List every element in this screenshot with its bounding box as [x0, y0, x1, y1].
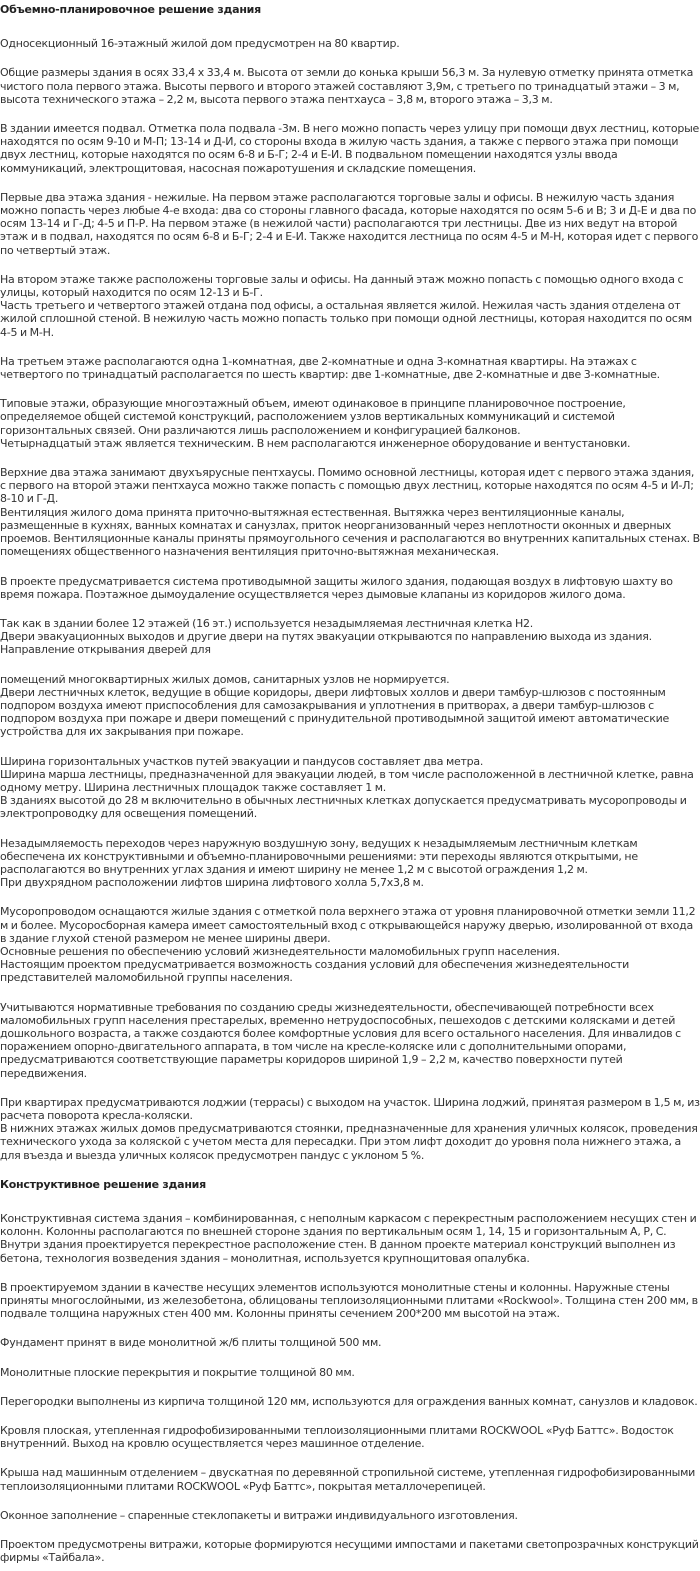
paragraph: На втором этаже также расположены торговые залы и офисы. На данный этаж можно попасть с помощью одного входа с улицы, который находится по осям 12-13 и Б-Г. Часть третьего и четвертого этажей отдана под офисы, а остальная является жилой. Нежилая часть здания отделена от жилой сплошной стеной. В нежилую часть можно попасть только при помощи одной лестницы, которая находится по осям 4-5 и М-Н. — [0, 272, 692, 339]
paragraph: Незадымляемость переходов через наружную воздушную зону, ведущих к незадымляемым лестничным клеткам обеспечена их конструктивными и объемно-планировочными решениями: эти переходы являются открытыми, не располагаются во внутренних углах здания и имеют ширину не менее 1,2 м с высотой ограждения 1,2 м. При двухрядном расположении лифтов ширина лифтового холла 5,7х3,8 м. — [0, 836, 638, 890]
paragraph: Фундамент принят в виде монолитной ж/б плиты толщиной 500 мм. — [0, 1336, 382, 1350]
paragraph: Общие размеры здания в осях 33,4 х 33,4 м. Высота от земли до конька крыши 56,3 м. За нулевую отметку принята отметка чистого пола первого этажа. Высоты первого и второго этажей составляют 3,9м, с третьего по тринадцатый этажи – 3 м, высота технического этажа – 2,2 м, высота первого этажа пентхауса – 3,8 м, второго этажа – 3,3 м. — [0, 66, 694, 106]
paragraph: Ширина горизонтальных участков путей эвакуации и пандусов составляет два метра. Ширина марша лестницы, предназначенной для эвакуации людей, в том числе расположенной в лестничной клетке, равна одному метру. Ширина лестничных площадок также составляет 1 м. В зданиях высотой до 28 м включительно в обычных лестничных клетках допускается предусматривать мусоропроводы и электропроводку для освещения помещений. — [0, 754, 694, 821]
paragraph: Кровля плоская, утепленная гидрофобизированными теплоизоляционными плитами ROCKWOOL «Руф Баттс». Водосток внутренний. Выход на кровлю осуществляется через машинное отделение. — [0, 1424, 674, 1451]
paragraph: При квартирах предусматриваются лоджии (террасы) с выходом на участок. Ширина лоджий, принятая размером в 1,5 м, из расчета поворота кресла-коляски. В нижних этажах жилых домов предусматриваются стоянки, предназначенные для хранения уличных колясок, проведения технического ухода за коляской с учетом места для пересадки. При этом лифт доходит до уровня пола нижнего этажа, а для въезда и выезда уличных колясок предусмотрен пандус с уклоном 5 %. — [0, 1095, 700, 1162]
paragraph: помещений многоквартирных жилых домов, санитарных узлов не нормируется. Двери лестничных клеток, ведущие в общие коридоры, двери лифтовых холлов и двери тамбур-шлюзов с постоянным подпором воздуха имеют приспособления для самозакрывания и уплотнения в притворах, а двери тамбур-шлюзов с подпором воздуха при пожаре и двери помещений с принудительной противодымной защитой имеют автоматические устройства для их закрывания при пожаре. — [0, 672, 670, 739]
paragraph: Проектом предусмотрены витражи, которые формируются несущими импостами и пакетами светопрозрачных конструкций фирмы «Тайбала». — [0, 1538, 699, 1565]
paragraph: В проекте предусматривается система противодымной защиты жилого здания, подающая воздух в лифтовую шахту во время пожара. Поэтажное дымоудаление осуществляется через дымовые клапаны из коридоров жилого дома. — [0, 574, 673, 601]
section-heading-planning: Объемно-планировочное решение здания — [0, 3, 261, 16]
paragraph: Первые два этажа здания - нежилые. На первом этаже располагаются торговые залы и офисы. В нежилую часть здания можно попасть через любые 4-е входа: два со стороны главного фасада, которые находятся по осям 5-6 и В; 3 и Д-Е и два по осям 13-14 и Г-Д; 4-5 и П-Р. На первом этаже (в нежилой части) располагаются три лестницы. Две из них ведут на второй этаж и в подвал, находятся по осям 6-8 и Б-Г; 2-4 и Е-И. Также находится лестница по осям 4-5 и М-Н, которая идет с первого по четвертый этаж. — [0, 190, 699, 257]
section-heading-structural: Конструктивное решение здания — [0, 1177, 206, 1191]
paragraph: Односекционный 16-этажный жилой дом предусмотрен на 80 квартир. — [0, 37, 400, 51]
paragraph: Так как в здании более 12 этажей (16 эт.) используется незадымляемая лестничная клетка Н2. Двери эвакуационных выходов и другие двери на путях эвакуации открываются по направлению выхода из здания. Направление открывания дверей для — [0, 616, 652, 657]
paragraph: Крыша над машинным отделением – двускатная по деревянной стропильной системе, утепленная гидрофобизированными теплоизоляционными плитами ROCKWOOL «Руф Баттс», покрытая металлочерепицей. — [0, 1466, 696, 1493]
paragraph: Мусоропроводом оснащаются жилые здания с отметкой пола верхнего этажа от уровня планировочной отметки земли 11,2 м и более. Мусоросборная камера имеет самостоятельный вход с открывающейся наружу дверью, изолированной от входа в здание глухой стеной размером не менее ширины двери. Основные решения по обеспечению условий жизнедеятельности маломобильных групп населения. Настоящим проектом предусматривается возможность создания условий для обеспечения жизнедеятельности представителей маломобильной группы населения. — [0, 905, 696, 985]
paragraph: Учитываются нормативные требования по созданию среды жизнедеятельности, обеспечивающей потребности всех маломобильных групп населения престарелых, временно нетрудоспособных, пешеходов с детскими колясками и детей дошкольного возраста, а также создаются более комфортные условия для всего остального населения. Для инвалидов с поражением опорно-двигательного аппарата, в том числе на кресле-коляске или с дополнительными опорами, предусматриваются соответствующие параметры коридоров шириной 1,9 – 2,2 м, качество поверхности путей передвижения. — [0, 1000, 681, 1080]
paragraph: На третьем этаже располагаются одна 1-комнатная, две 2-комнатные и одна 3-комнатная квартиры. На этажах с четвертого по тринадцатый располагается по шесть квартир: две 1-комнатные, две 2-комнатные и две 3-комнатные. — [0, 354, 660, 382]
paragraph: В здании имеется подвал. Отметка пола подвала -3м. В него можно попасть через улицу при помощи двух лестниц, которые находятся по осям 9-10 и М-П; 13-14 и Д-И, со стороны входа в жилую часть здания, а также с первого этажа при помощи двух лестниц, которые находятся по осям 6-8 и Б-Г; 2-4 и Е-И. В подвальном помещении находятся узлы ввода коммуникаций, электрощитовая, насосная пожаротушения и складские помещения. — [0, 122, 700, 175]
paragraph: Оконное заполнение – спаренные стеклопакеты и витражи индивидуального изготовления. — [0, 1508, 518, 1522]
paragraph: Перегородки выполнены из кирпича толщиной 120 мм, используются для ограждения ванных комнат, санузлов и кладовок. — [0, 1394, 698, 1408]
paragraph: Типовые этажи, образующие многоэтажный объем, имеют одинаковое в принципе планировочное построение, определяемое общей системой конструкций, расположением узлов вертикальных коммуникаций и системой горизонтальных связей. Они различаются лишь расположением и конфигурацией балконов. Четырнадцатый этаж является техническим. В нем располагаются инженерное оборудование и вентустановки. — [0, 397, 631, 450]
paragraph: Верхние два этажа занимают двухъярусные пентхаусы. Помимо основной лестницы, которая идет с первого этажа здания, с первого на второй этажи пентхауса можно также попасть с помощью двух лестниц, которые находятся по осям 4-5 и И-Л; 8-10 и Г-Д. Вентиляция жилого дома принята приточно-вытяжная естественная. Вытяжка через вентиляционные каналы, размещенные в кухнях, ванных комнатах и санузлах, приток неорганизованный через неплотности оконных и дверных проемов. Вентиляционные каналы приняты прямоугольного сечения и располагаются во внутренних капитальных стенах. В помещениях общественного назначения вентиляция приточно-вытяжная механическая. — [0, 466, 700, 559]
paragraph: Конструктивная система здания – комбинированная, с неполным каркасом с перекрестным расположением несущих стен и колонн. Колонны располагаются по внешней стороне здания по вертикальным осям 1, 14, 15 и горизонтальным А, Р, С. Внутри здания проектируется перекрестное расположение стен. В данном проекте материал конструкций выполнен из бетона, технология возведения здания – монолитная, используется крупнощитовая опалубка. — [0, 1212, 697, 1265]
paragraph: В проектируемом здании в качестве несущих элементов используются монолитные стены и колонны. Наружные стены приняты многослойными, из железобетона, облицованы теплоизоляционными плитами «Rockwool». Толщина стен 200 мм, в подвале толщина наружных стен 400 мм. Колонны приняты сечением 200*200 мм высотой на этаж. — [0, 1280, 698, 1321]
paragraph: Монолитные плоские перекрытия и покрытие толщиной 80 мм. — [0, 1365, 355, 1379]
